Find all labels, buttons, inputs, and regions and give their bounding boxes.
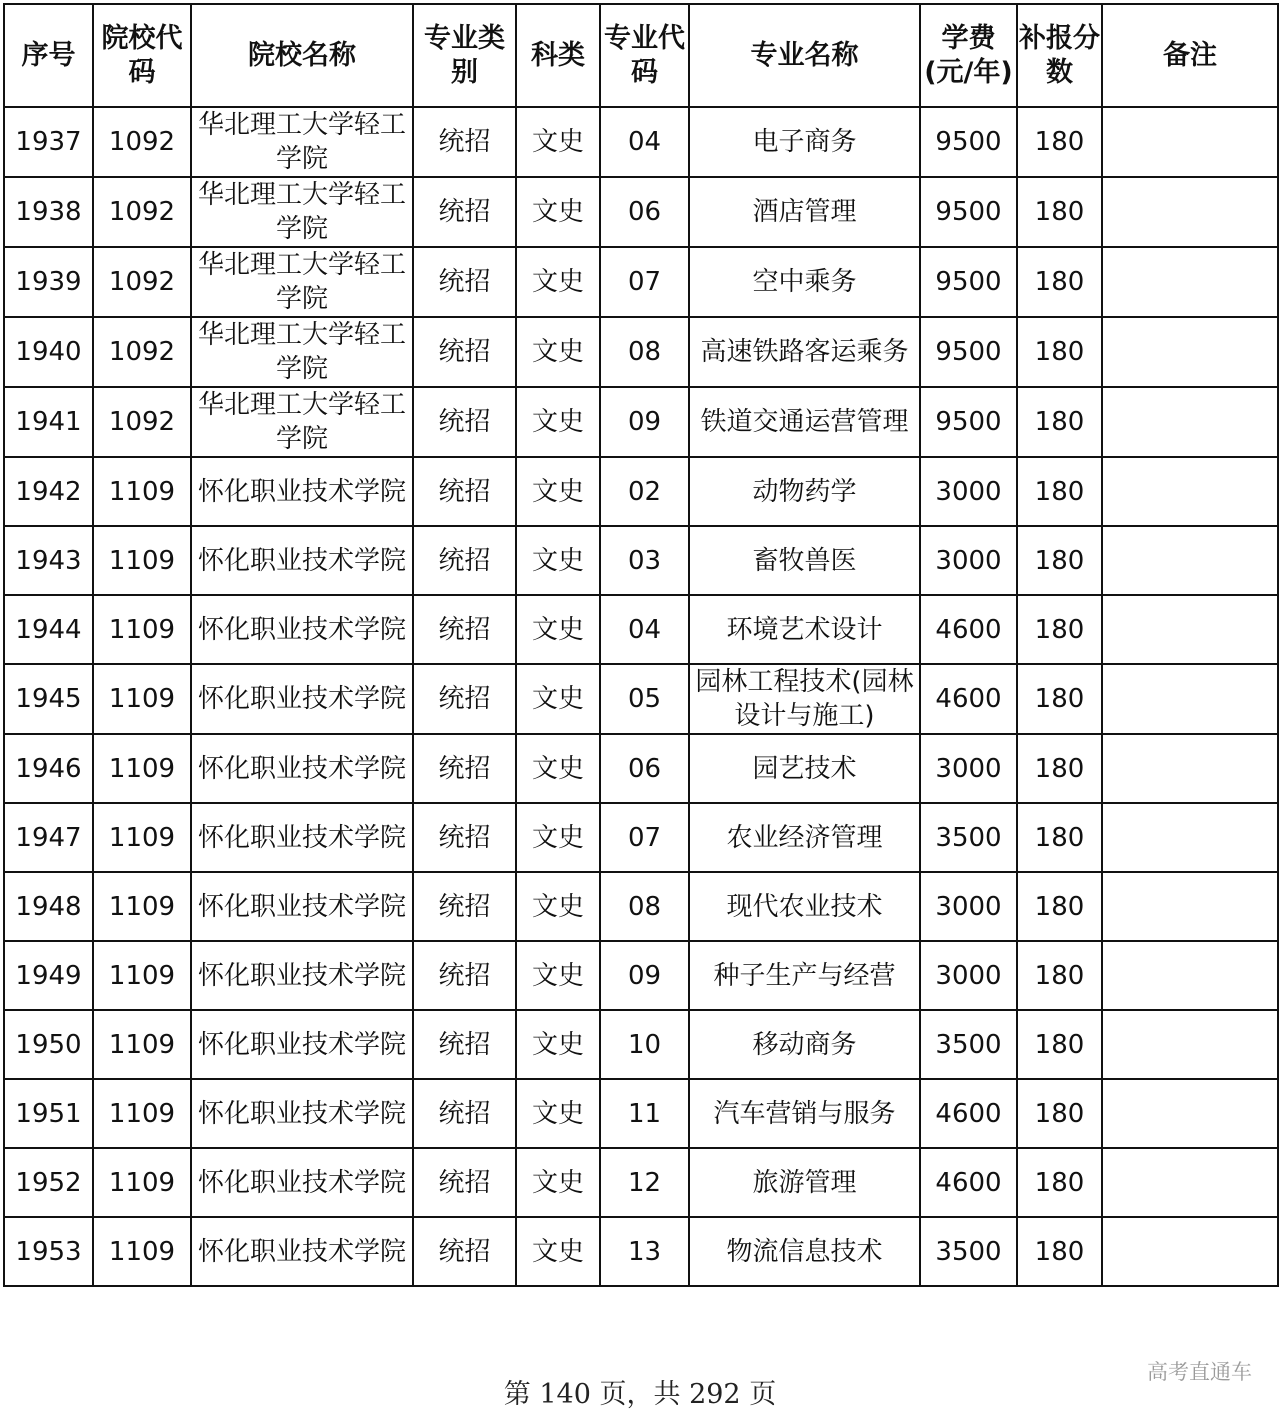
cell-subject: 文史 xyxy=(516,526,600,595)
cell-major-code: 04 xyxy=(600,107,689,177)
cell-school-name: 怀化职业技术学院 xyxy=(191,664,413,734)
cell-subject: 文史 xyxy=(516,803,600,872)
cell-major-name: 种子生产与经营 xyxy=(689,941,920,1010)
table-row xyxy=(4,664,1278,734)
cell-school-code: 1109 xyxy=(93,1148,191,1217)
cell-major-code: 09 xyxy=(600,387,689,457)
page-footer: 第 140 页，共 292 页 xyxy=(503,1379,777,1410)
cell-subject: 文史 xyxy=(516,1079,600,1148)
cell-major-name: 酒店管理 xyxy=(689,177,920,247)
cell-school-code: 1109 xyxy=(93,595,191,664)
cell-subject: 文史 xyxy=(516,1148,600,1217)
cell-school-name: 怀化职业技术学院 xyxy=(191,1217,413,1286)
cell-school-code: 1109 xyxy=(93,872,191,941)
cell-major-name: 电子商务 xyxy=(689,107,920,177)
cell-major-code: 02 xyxy=(600,457,689,526)
cell-subject: 文史 xyxy=(516,734,600,803)
cell-tuition: 3000 xyxy=(920,734,1017,803)
table-row xyxy=(4,803,1278,872)
table-row xyxy=(4,107,1278,177)
cell-score: 180 xyxy=(1017,1079,1102,1148)
cell-tuition: 3000 xyxy=(920,526,1017,595)
cell-school-code: 1092 xyxy=(93,247,191,317)
table-row xyxy=(4,457,1278,526)
cell-subject: 文史 xyxy=(516,317,600,387)
cell-school-name: 怀化职业技术学院 xyxy=(191,1148,413,1217)
cell-remarks xyxy=(1102,595,1278,664)
cell-subject: 文史 xyxy=(516,872,600,941)
cell-school-name: 华北理工大学轻工学院 xyxy=(191,247,413,317)
cell-subject: 文史 xyxy=(516,664,600,734)
cell-school-name: 华北理工大学轻工学院 xyxy=(191,177,413,247)
cell-tuition: 9500 xyxy=(920,177,1017,247)
cell-major-name: 园艺技术 xyxy=(689,734,920,803)
cell-remarks xyxy=(1102,734,1278,803)
cell-remarks xyxy=(1102,1148,1278,1217)
cell-school-name: 怀化职业技术学院 xyxy=(191,872,413,941)
cell-remarks xyxy=(1102,664,1278,734)
cell-seq: 1938 xyxy=(4,177,93,247)
cell-major-type: 统招 xyxy=(413,457,516,526)
cell-school-code: 1109 xyxy=(93,941,191,1010)
cell-tuition: 3500 xyxy=(920,803,1017,872)
cell-major-type: 统招 xyxy=(413,107,516,177)
cell-subject: 文史 xyxy=(516,247,600,317)
cell-major-name: 环境艺术设计 xyxy=(689,595,920,664)
cell-remarks xyxy=(1102,872,1278,941)
table-row xyxy=(4,1079,1278,1148)
cell-tuition: 9500 xyxy=(920,247,1017,317)
cell-major-type: 统招 xyxy=(413,1010,516,1079)
cell-major-name: 移动商务 xyxy=(689,1010,920,1079)
cell-score: 180 xyxy=(1017,734,1102,803)
table-row xyxy=(4,387,1278,457)
cell-subject: 文史 xyxy=(516,941,600,1010)
cell-school-name: 怀化职业技术学院 xyxy=(191,457,413,526)
cell-seq: 1951 xyxy=(4,1079,93,1148)
cell-remarks xyxy=(1102,177,1278,247)
cell-tuition: 4600 xyxy=(920,595,1017,664)
cell-tuition: 3500 xyxy=(920,1010,1017,1079)
cell-score: 180 xyxy=(1017,872,1102,941)
cell-remarks xyxy=(1102,941,1278,1010)
cell-major-name: 现代农业技术 xyxy=(689,872,920,941)
header-cell-remarks: 备注 xyxy=(1102,4,1278,107)
table-row xyxy=(4,1148,1278,1217)
cell-score: 180 xyxy=(1017,177,1102,247)
cell-school-name: 怀化职业技术学院 xyxy=(191,803,413,872)
cell-school-code: 1109 xyxy=(93,1079,191,1148)
cell-major-code: 07 xyxy=(600,247,689,317)
cell-school-name: 怀化职业技术学院 xyxy=(191,941,413,1010)
header-cell-school-code: 院校代码 xyxy=(93,4,191,107)
cell-major-name: 旅游管理 xyxy=(689,1148,920,1217)
cell-remarks xyxy=(1102,107,1278,177)
cell-school-name: 华北理工大学轻工学院 xyxy=(191,317,413,387)
cell-major-code: 07 xyxy=(600,803,689,872)
cell-subject: 文史 xyxy=(516,595,600,664)
cell-major-type: 统招 xyxy=(413,872,516,941)
cell-school-code: 1109 xyxy=(93,1010,191,1079)
cell-school-code: 1109 xyxy=(93,734,191,803)
cell-tuition: 4600 xyxy=(920,1079,1017,1148)
cell-score: 180 xyxy=(1017,941,1102,1010)
cell-score: 180 xyxy=(1017,457,1102,526)
cell-score: 180 xyxy=(1017,526,1102,595)
cell-major-code: 12 xyxy=(600,1148,689,1217)
cell-score: 180 xyxy=(1017,803,1102,872)
cell-major-name: 铁道交通运营管理 xyxy=(689,387,920,457)
cell-remarks xyxy=(1102,387,1278,457)
cell-major-code: 03 xyxy=(600,526,689,595)
cell-major-type: 统招 xyxy=(413,526,516,595)
cell-score: 180 xyxy=(1017,387,1102,457)
cell-major-type: 统招 xyxy=(413,734,516,803)
table-body xyxy=(4,107,1278,1286)
cell-score: 180 xyxy=(1017,247,1102,317)
cell-major-type: 统招 xyxy=(413,803,516,872)
cell-remarks xyxy=(1102,457,1278,526)
cell-major-name: 畜牧兽医 xyxy=(689,526,920,595)
cell-school-code: 1109 xyxy=(93,1217,191,1286)
cell-seq: 1952 xyxy=(4,1148,93,1217)
cell-major-code: 08 xyxy=(600,317,689,387)
cell-subject: 文史 xyxy=(516,387,600,457)
header-cell-seq: 序号 xyxy=(4,4,93,107)
cell-major-type: 统招 xyxy=(413,247,516,317)
cell-major-code: 09 xyxy=(600,941,689,1010)
cell-major-code: 08 xyxy=(600,872,689,941)
cell-school-code: 1092 xyxy=(93,387,191,457)
cell-school-code: 1092 xyxy=(93,317,191,387)
cell-subject: 文史 xyxy=(516,1010,600,1079)
header-cell-major-code: 专业代码 xyxy=(600,4,689,107)
table-row xyxy=(4,734,1278,803)
cell-score: 180 xyxy=(1017,107,1102,177)
cell-major-name: 物流信息技术 xyxy=(689,1217,920,1286)
cell-tuition: 3000 xyxy=(920,872,1017,941)
cell-subject: 文史 xyxy=(516,1217,600,1286)
cell-major-code: 06 xyxy=(600,734,689,803)
cell-seq: 1939 xyxy=(4,247,93,317)
cell-seq: 1940 xyxy=(4,317,93,387)
cell-remarks xyxy=(1102,1010,1278,1079)
cell-remarks xyxy=(1102,1079,1278,1148)
cell-major-type: 统招 xyxy=(413,387,516,457)
cell-tuition: 4600 xyxy=(920,1148,1017,1217)
cell-seq: 1946 xyxy=(4,734,93,803)
cell-seq: 1950 xyxy=(4,1010,93,1079)
cell-tuition: 9500 xyxy=(920,387,1017,457)
cell-seq: 1948 xyxy=(4,872,93,941)
cell-score: 180 xyxy=(1017,664,1102,734)
cell-major-type: 统招 xyxy=(413,317,516,387)
cell-major-type: 统招 xyxy=(413,1217,516,1286)
cell-school-name: 怀化职业技术学院 xyxy=(191,595,413,664)
cell-seq: 1943 xyxy=(4,526,93,595)
cell-major-name: 农业经济管理 xyxy=(689,803,920,872)
header-cell-subject: 科类 xyxy=(516,4,600,107)
cell-school-code: 1109 xyxy=(93,526,191,595)
cell-school-name: 怀化职业技术学院 xyxy=(191,1079,413,1148)
cell-school-name: 怀化职业技术学院 xyxy=(191,734,413,803)
cell-major-type: 统招 xyxy=(413,941,516,1010)
cell-school-name: 华北理工大学轻工学院 xyxy=(191,107,413,177)
cell-remarks xyxy=(1102,247,1278,317)
table-row xyxy=(4,247,1278,317)
cell-seq: 1945 xyxy=(4,664,93,734)
cell-school-code: 1092 xyxy=(93,177,191,247)
cell-seq: 1944 xyxy=(4,595,93,664)
header-cell-tuition: 学费(元/年) xyxy=(920,4,1017,107)
cell-major-type: 统招 xyxy=(413,664,516,734)
cell-subject: 文史 xyxy=(516,177,600,247)
table-row xyxy=(4,177,1278,247)
cell-tuition: 9500 xyxy=(920,317,1017,387)
watermark: 高考直通车 xyxy=(1147,1360,1252,1384)
admissions-table xyxy=(3,3,1279,1287)
cell-score: 180 xyxy=(1017,317,1102,387)
table-row xyxy=(4,1010,1278,1079)
cell-school-code: 1109 xyxy=(93,457,191,526)
header-cell-school-name: 院校名称 xyxy=(191,4,413,107)
cell-major-code: 13 xyxy=(600,1217,689,1286)
header-cell-score: 补报分数 xyxy=(1017,4,1102,107)
cell-major-code: 06 xyxy=(600,177,689,247)
cell-remarks xyxy=(1102,317,1278,387)
cell-major-name: 园林工程技术(园林设计与施工) xyxy=(689,664,920,734)
cell-school-name: 怀化职业技术学院 xyxy=(191,1010,413,1079)
cell-remarks xyxy=(1102,803,1278,872)
cell-school-name: 华北理工大学轻工学院 xyxy=(191,387,413,457)
header-row xyxy=(4,4,1278,107)
table-row xyxy=(4,941,1278,1010)
cell-major-type: 统招 xyxy=(413,177,516,247)
cell-tuition: 4600 xyxy=(920,664,1017,734)
cell-major-type: 统招 xyxy=(413,1079,516,1148)
cell-major-code: 11 xyxy=(600,1079,689,1148)
table-row xyxy=(4,317,1278,387)
cell-tuition: 3500 xyxy=(920,1217,1017,1286)
table-row xyxy=(4,526,1278,595)
cell-major-name: 汽车营销与服务 xyxy=(689,1079,920,1148)
cell-score: 180 xyxy=(1017,1217,1102,1286)
cell-tuition: 3000 xyxy=(920,941,1017,1010)
cell-remarks xyxy=(1102,1217,1278,1286)
cell-seq: 1942 xyxy=(4,457,93,526)
table-row xyxy=(4,595,1278,664)
header-cell-major-type: 专业类别 xyxy=(413,4,516,107)
cell-subject: 文史 xyxy=(516,457,600,526)
cell-score: 180 xyxy=(1017,595,1102,664)
cell-seq: 1937 xyxy=(4,107,93,177)
cell-seq: 1953 xyxy=(4,1217,93,1286)
table-row xyxy=(4,872,1278,941)
table-row xyxy=(4,1217,1278,1286)
cell-school-name: 怀化职业技术学院 xyxy=(191,526,413,595)
cell-seq: 1941 xyxy=(4,387,93,457)
cell-subject: 文史 xyxy=(516,107,600,177)
cell-remarks xyxy=(1102,526,1278,595)
cell-school-code: 1092 xyxy=(93,107,191,177)
cell-major-name: 高速铁路客运乘务 xyxy=(689,317,920,387)
cell-major-code: 04 xyxy=(600,595,689,664)
cell-major-code: 10 xyxy=(600,1010,689,1079)
cell-school-code: 1109 xyxy=(93,664,191,734)
cell-major-name: 动物药学 xyxy=(689,457,920,526)
cell-major-type: 统招 xyxy=(413,595,516,664)
cell-tuition: 3000 xyxy=(920,457,1017,526)
cell-seq: 1949 xyxy=(4,941,93,1010)
cell-school-code: 1109 xyxy=(93,803,191,872)
cell-score: 180 xyxy=(1017,1148,1102,1217)
cell-tuition: 9500 xyxy=(920,107,1017,177)
cell-major-code: 05 xyxy=(600,664,689,734)
cell-major-type: 统招 xyxy=(413,1148,516,1217)
cell-score: 180 xyxy=(1017,1010,1102,1079)
cell-major-name: 空中乘务 xyxy=(689,247,920,317)
cell-seq: 1947 xyxy=(4,803,93,872)
header-cell-major-name: 专业名称 xyxy=(689,4,920,107)
